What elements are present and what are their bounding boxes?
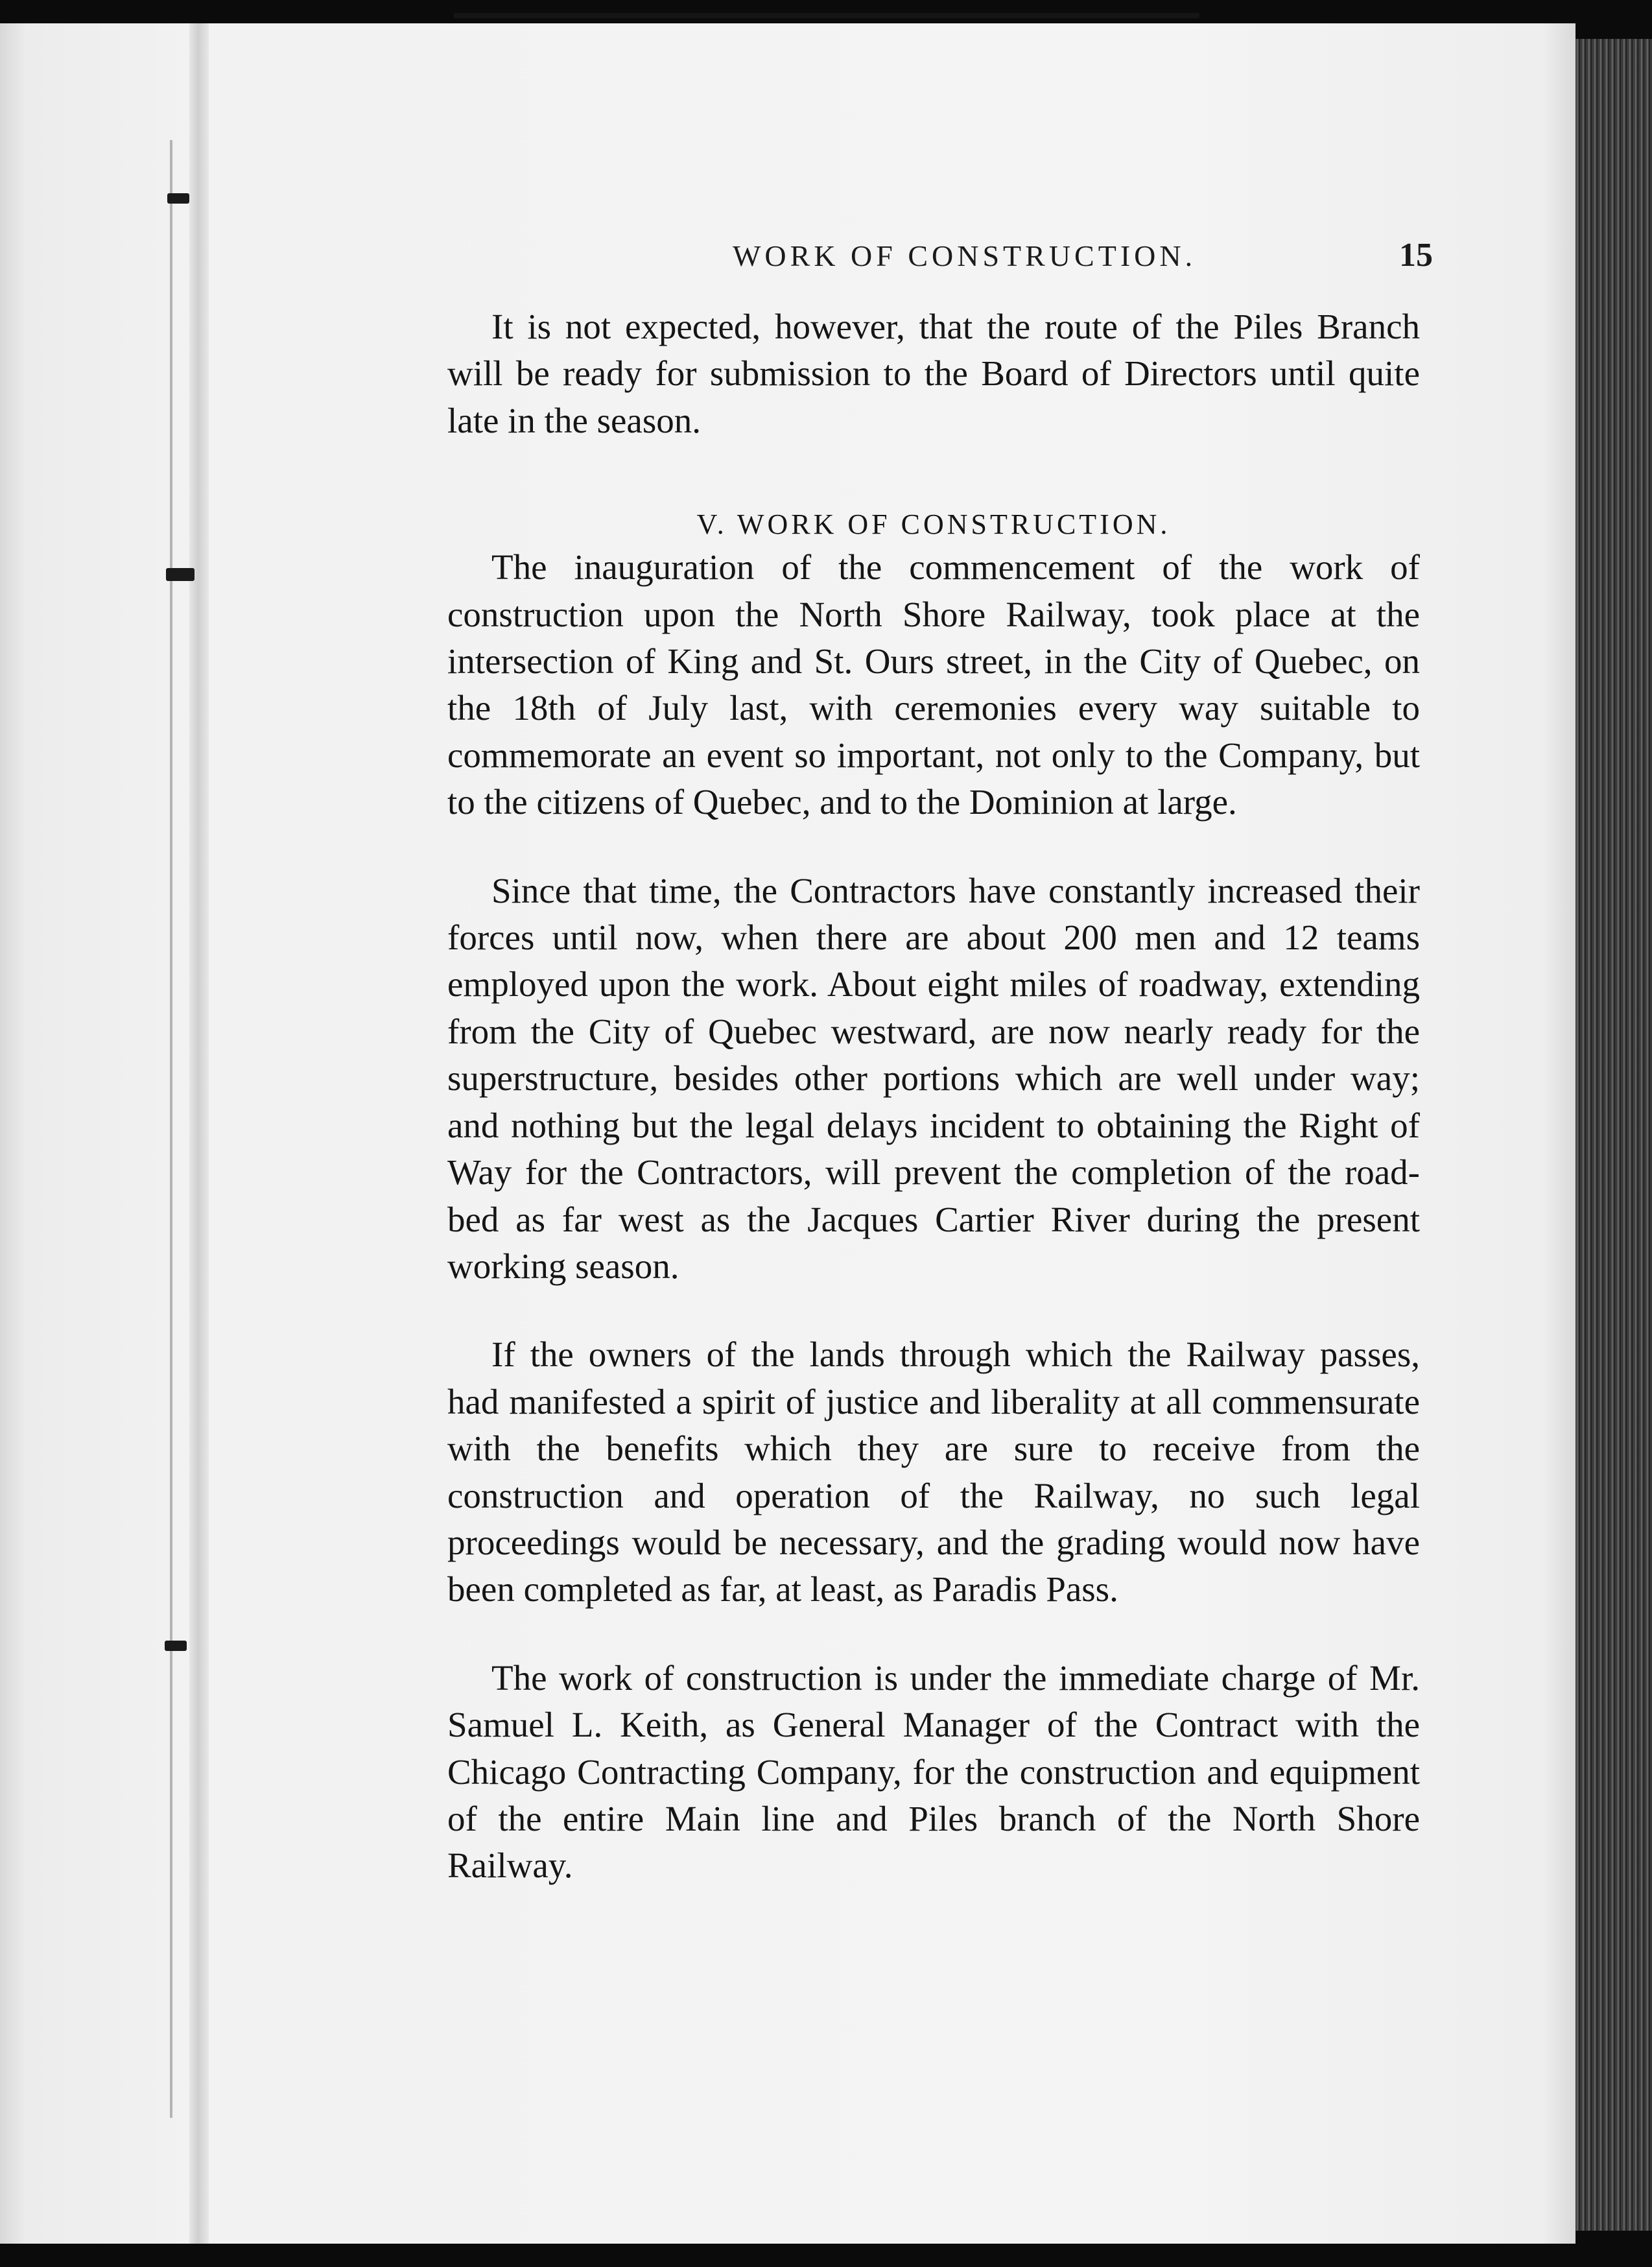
running-header <box>454 236 1433 281</box>
binding-stitch-mark <box>165 1641 187 1651</box>
running-title: WORK OF CONSTRUCTION. <box>733 239 1197 272</box>
page-stack-edge <box>1575 39 1652 2231</box>
paragraph: Since that time, the Contractors have constantly increased their forces until now, when there are about 200 men and 12 teams employed upon the work. About eight miles of roadway, extending from the City of Quebec westward, are now nearly ready for the superstructure, besides other portions which are well under way; and nothing but the legal delays incident to obtaining the Right of Way for the Contractors, will prevent the completion of the road-bed as far west as the Jacques Cartier River during the present working season. <box>447 870 1420 1286</box>
page-gutter <box>189 23 209 2244</box>
page-number: 15 <box>1399 237 1433 274</box>
binding-line <box>170 140 172 2118</box>
body-text <box>447 303 1420 1890</box>
binding-stitch-mark <box>167 193 189 204</box>
paragraph: The inauguration of the commencement of the work of construction upon the North Shore Railway, took place at the intersection of King and St. Ours street, in the City of Quebec, on the 18th of July last, with ceremonies every way suitable to commemorate an event so important, not only to the Company, but to the citizens of Quebec, and to the Dominion at large. <box>447 547 1420 822</box>
binding-stitch-mark <box>166 568 195 581</box>
section-heading: V. WORK OF CONSTRUCTION. <box>696 508 1171 541</box>
paragraph: The work of construction is under the immediate charge of Mr. Samuel L. Keith, as General Manager of the Contract with the Chicago Contracting Company, for the construction and equipment of the entire Main line and Piles branch of the North Shore Railway. <box>447 1657 1420 1886</box>
top-edge-shadow <box>454 13 1199 18</box>
paragraph: It is not expected, however, that the route of the Piles Branch will be ready for submission to the Board of Directors until quite late in the season. <box>447 307 1420 440</box>
paragraph: If the owners of the lands through which the Railway passes, had manifested a spirit of justice and liberality at all commensurate with the benefits which they are sure to receive from the construction and operation of the Railway, no such legal proceedings would be necessary, and the grading would now have been completed as far, at least, as Paradis Pass. <box>447 1335 1420 1609</box>
